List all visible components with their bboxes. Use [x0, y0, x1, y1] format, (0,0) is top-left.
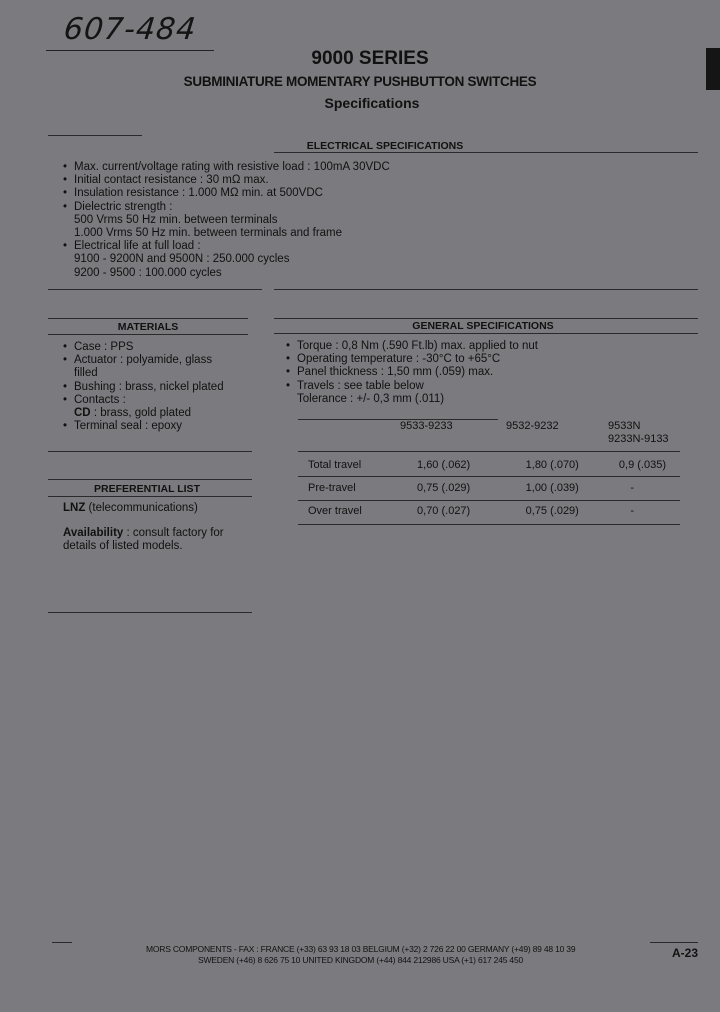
- row-label: Total travel: [308, 458, 362, 471]
- lnz-label: LNZ: [63, 502, 86, 514]
- spec-subline: 9200 - 9500 : 100.000 cycles: [74, 266, 222, 279]
- spec-subline: 500 Vrms 50 Hz min. between terminals: [74, 213, 278, 226]
- divider: [48, 318, 248, 319]
- divider: [298, 500, 680, 501]
- divider: [48, 479, 252, 480]
- divider: [298, 476, 680, 477]
- electrical-list: [63, 161, 390, 280]
- divider: [48, 135, 142, 136]
- spec-item: • Dielectric strength :: [63, 201, 390, 214]
- table-row: [300, 499, 680, 522]
- general-heading: GENERAL SPECIFICATIONS: [412, 320, 554, 332]
- table-cell: 0,9 (.035): [618, 458, 666, 471]
- table-cell: -: [630, 504, 634, 517]
- divider: [298, 451, 680, 452]
- handwritten-number: 607-484: [62, 12, 199, 47]
- divider: [274, 152, 698, 153]
- col-header-4: 9233N-9133: [608, 433, 669, 445]
- general-list: [286, 340, 538, 406]
- lnz-line: [63, 502, 198, 515]
- table-row: [300, 476, 680, 499]
- material-item: • Actuator : polyamide, glass: [63, 354, 224, 367]
- divider: [274, 318, 698, 319]
- divider: [48, 612, 252, 613]
- general-item: • Operating temperature : -30°C to +65°C: [286, 353, 538, 366]
- table-row: [300, 453, 680, 476]
- divider: [48, 334, 248, 335]
- cd-text: : brass, gold plated: [90, 407, 191, 420]
- spec-item: • Initial contact resistance : 30 mΩ max.: [63, 174, 390, 187]
- spec-subline: 1.000 Vrms 50 Hz min. between terminals and frame: [74, 227, 343, 240]
- product-subtitle: SUBMINIATURE MOMENTARY PUSHBUTTON SWITCHES: [183, 74, 537, 89]
- table-cell: 1,00 (.039): [525, 481, 579, 494]
- travel-table: [300, 453, 680, 522]
- table-cell: 0,75 (.029): [417, 481, 471, 494]
- table-cell: 1,80 (.070): [525, 458, 579, 471]
- material-item: • Contacts :: [63, 394, 224, 407]
- lnz-text: (telecommunications): [85, 502, 198, 514]
- material-item: • Bushing : brass, nickel plated: [63, 381, 224, 394]
- footer-contacts-line1: MORS COMPONENTS - FAX : FRANCE (+33) 63 93 18 03 BELGIUM (+32) 2 726 22 00 GERMANY (+49) 89 48 10 39: [146, 944, 576, 954]
- spec-item: • Insulation resistance : 1.000 MΩ min. at 500VDC: [63, 187, 390, 200]
- row-label: Over travel: [308, 504, 362, 517]
- divider: [48, 496, 252, 497]
- page-number: A-23: [672, 946, 699, 960]
- tolerance-line: Tolerance : +/- 0,3 mm (.011): [297, 392, 445, 405]
- availability-label: Availability: [63, 527, 124, 539]
- footer-contacts-line2: SWEDEN (+46) 8 626 75 10 UNITED KINGDOM (+44) 844 212986 USA (+1) 617 245 450: [198, 955, 524, 965]
- availability-line: [63, 527, 224, 540]
- materials-list: [63, 341, 224, 433]
- electrical-heading: ELECTRICAL SPECIFICATIONS: [306, 140, 464, 152]
- divider: [48, 451, 252, 452]
- col-header-2: 9532-9232: [506, 420, 559, 432]
- material-subline: filled: [74, 367, 98, 380]
- col-header-1: 9533-9233: [400, 420, 453, 432]
- spec-item: • Electrical life at full load :: [63, 240, 390, 253]
- general-item: • Panel thickness : 1,50 mm (.059) max.: [286, 366, 538, 379]
- table-cell: 1,60 (.062): [417, 458, 471, 471]
- cd-label: CD: [74, 407, 91, 420]
- table-cell: 0,70 (.027): [417, 504, 471, 517]
- specifications-heading: Specifications: [324, 95, 420, 111]
- col-header-3: 9533N: [608, 420, 641, 432]
- material-item: • Case : PPS: [63, 341, 224, 354]
- spec-item: • Max. current/voltage rating with resistive load : 100mA 30VDC: [63, 161, 390, 174]
- material-item: • Terminal seal : epoxy: [63, 420, 224, 433]
- table-cell: 0,75 (.029): [525, 504, 579, 517]
- general-item: • Torque : 0,8 Nm (.590 Ft.lb) max. applied to nut: [286, 340, 538, 353]
- divider: [48, 289, 262, 290]
- availability-text: : consult factory for: [123, 527, 224, 539]
- spec-subline: 9100 - 9200N and 9500N : 250.000 cycles: [74, 253, 290, 266]
- divider: [52, 942, 72, 943]
- divider: [274, 289, 698, 290]
- availability-line-2: details of listed models.: [63, 540, 183, 552]
- row-label: Pre-travel: [308, 481, 356, 494]
- divider: [650, 942, 698, 943]
- materials-heading: MATERIALS: [117, 321, 179, 333]
- table-cell: -: [630, 481, 634, 494]
- divider: [298, 524, 680, 525]
- general-item: • Travels : see table below: [286, 380, 538, 393]
- divider: [298, 419, 498, 420]
- divider: [274, 333, 698, 334]
- series-title: 9000 SERIES: [311, 48, 429, 69]
- material-subline: [63, 407, 224, 420]
- preferential-heading: PREFERENTIAL LIST: [94, 483, 200, 495]
